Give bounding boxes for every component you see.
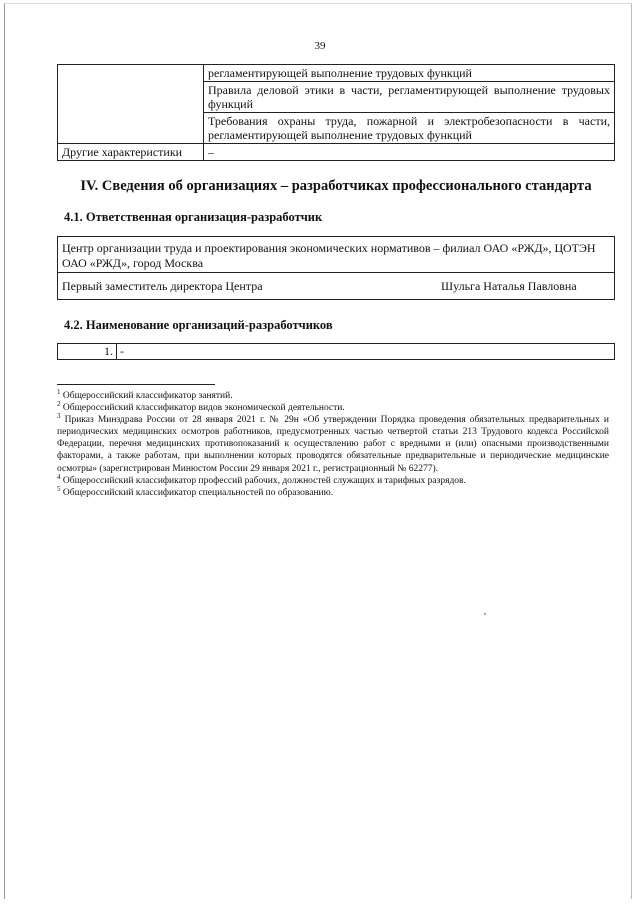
box-divider xyxy=(58,272,614,273)
page-number: 39 xyxy=(314,40,326,52)
footnote-mark: 1 xyxy=(57,387,61,396)
subsection-4-1-heading: 4.1. Ответственная организация-разработчик xyxy=(64,210,323,224)
table-cell: регламентирующей выполнение трудовых функций xyxy=(204,65,615,82)
footnote-mark: 2 xyxy=(57,399,61,408)
table-cell: Правила деловой этики в части, регламентирующей выполнение трудовых функций xyxy=(204,82,615,113)
table-row xyxy=(58,144,615,161)
footnote-mark: 4 xyxy=(57,472,61,481)
organization-cell: - xyxy=(117,344,615,360)
footnote-text: Общероссийский классификатор профессий рабочих, должностей служащих и тарифных разрядов. xyxy=(62,475,466,486)
footnote-text: Приказ Минздрава России от 28 января 2021 г. № 29н «Об утверждении Порядка проведения обязательных предварительных и периодических медицинских осмотров работников, предусмотренных частью четвертой статьи 213 Трудового кодекса Российской Федерации, перечня медицинских противопоказаний к осуществлению работ с вредными и (или) опасными производственными факторами, а также работам, при выполнении которых проводятся обязательные предварительные и периодические медицинские осмотры» (зарегистрирован Минюстом России 29 января 2021 г., регистрационный № 62277). xyxy=(57,415,609,474)
row-number: 1. xyxy=(58,344,117,360)
footnote-mark: 5 xyxy=(57,484,61,493)
signatory-name: Шульга Наталья Павловна xyxy=(441,279,577,293)
developer-organizations-table xyxy=(57,343,615,360)
table-cell: Требования охраны труда, пожарной и электробезопасности в части, регламентирующей выполнение трудовых функций xyxy=(204,113,615,144)
footnote-text: Общероссийский классификатор занятий. xyxy=(62,391,233,401)
footnote-text: Общероссийский классификатор специальностей по образованию. xyxy=(62,487,334,498)
table-row xyxy=(58,344,615,360)
footnote xyxy=(57,414,609,474)
signatory-position: Первый заместитель директора Центра xyxy=(62,279,263,293)
table-cell-empty xyxy=(58,65,204,144)
footnote-text: Общероссийский классификатор видов экономической деятельности. xyxy=(62,403,345,414)
responsible-organization-box xyxy=(57,236,615,300)
other-characteristics-value: – xyxy=(204,144,615,161)
other-characteristics-label: Другие характеристики xyxy=(58,144,204,161)
footnote xyxy=(57,484,609,499)
subsection-4-2-heading: 4.2. Наименование организаций-разработчиков xyxy=(64,318,333,332)
footnotes xyxy=(57,387,609,499)
footnote xyxy=(57,472,609,487)
footnote-separator xyxy=(57,384,215,385)
footnote xyxy=(57,399,609,414)
other-characteristics-table xyxy=(57,64,615,161)
footnote-mark: 3 xyxy=(57,412,61,421)
organization-name: Центр организации труда и проектирования экономических нормативов – филиал ОАО «РЖД», ЦОТЭН ОАО «РЖД», город Москва xyxy=(62,241,596,270)
table-row xyxy=(58,65,615,82)
scan-speck xyxy=(484,613,486,615)
footnote xyxy=(57,387,609,402)
section-title: IV. Сведения об организациях – разработчиках профессионального стандарта xyxy=(80,178,592,194)
